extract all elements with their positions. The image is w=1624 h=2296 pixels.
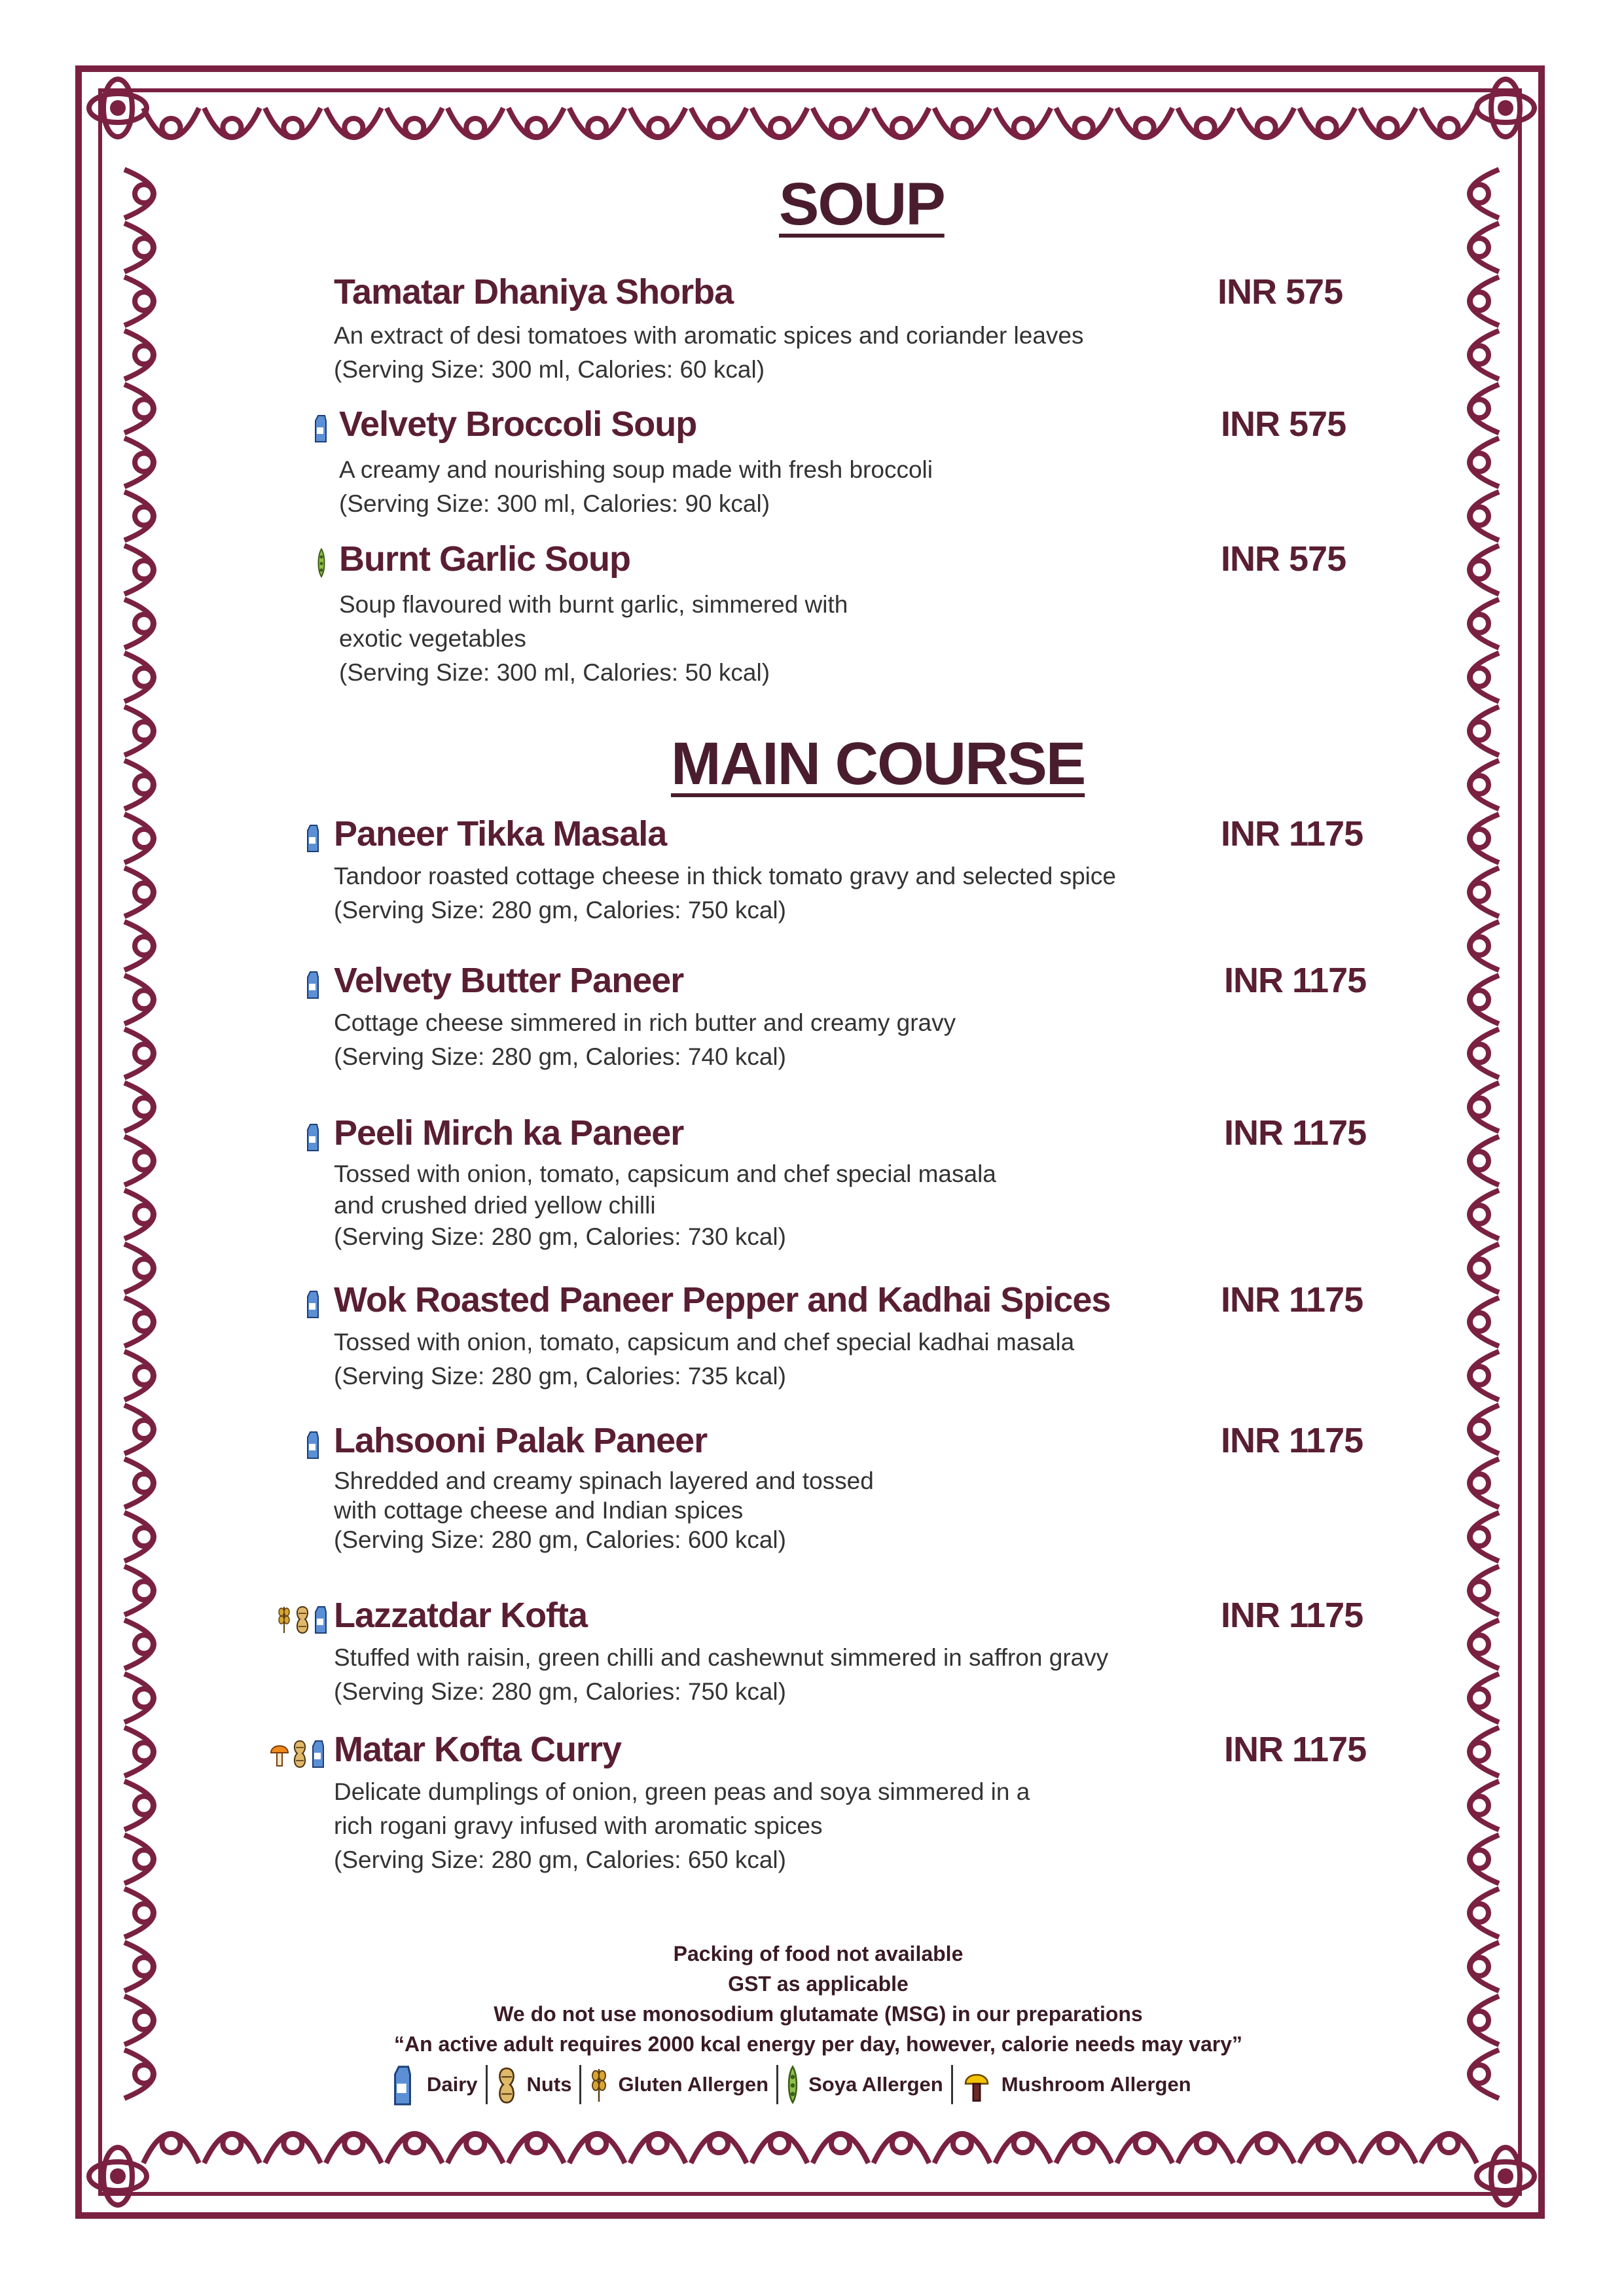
item-price: INR 575: [1221, 404, 1346, 444]
item-price: INR 1175: [1221, 1596, 1363, 1635]
item-price: INR 1175: [1221, 1280, 1363, 1319]
legend-item-soya: [778, 2065, 951, 2104]
menu-item: [262, 1595, 1375, 1719]
item-name: Tamatar Dhaniya Shorba: [334, 272, 734, 312]
soya-icon: [786, 2065, 799, 2104]
section-title-main-course: MAIN COURSE: [671, 730, 1085, 797]
legend-label: Gluten Allergen: [618, 2073, 769, 2096]
footer-gst-note: GST as applicable: [728, 1972, 909, 1996]
item-description: Cottage cheese simmered in rich butter and creamy gravy (Serving Size: 280 gm, Calories: 740 kcal): [334, 1009, 956, 1070]
legend-item-nuts: [488, 2065, 580, 2104]
menu-item: [262, 814, 1375, 938]
dairy-icon: [305, 1122, 321, 1152]
legend-label: Dairy: [427, 2073, 478, 2096]
mushroom-icon: [270, 1738, 289, 1768]
gluten-icon: [276, 1604, 292, 1634]
item-description: Soup flavoured with burnt garlic, simmered with exotic vegetables (Serving Size: 300 ml, Calories: 50 kcal): [339, 591, 848, 686]
menu-item: [262, 539, 1375, 702]
item-name: Lazzatdar Kofta: [334, 1596, 588, 1635]
item-price: INR 575: [1218, 272, 1343, 312]
dairy-icon: [313, 1604, 329, 1634]
allergen-icons: [276, 1599, 329, 1634]
item-description: Tossed with onion, tomato, capsicum and chef special kadhai masala (Serving Size: 280 gm, Calories: 735 kcal): [334, 1329, 1075, 1390]
legend-label: Nuts: [526, 2073, 572, 2096]
item-price: INR 1175: [1221, 814, 1363, 853]
soya-icon: [317, 548, 326, 578]
allergen-icons: [317, 543, 326, 578]
menu-item: [262, 960, 1375, 1085]
allergen-icons: [305, 1424, 321, 1460]
legend-item-mushroom: [953, 2065, 1199, 2104]
footer-packing-note: Packing of food not available: [673, 1942, 964, 1965]
dairy-icon: [310, 1738, 326, 1768]
item-description: An extract of desi tomatoes with aromatic spices and coriander leaves (Serving Size: 300 ml, Calories: 60 kcal): [334, 322, 1084, 383]
allergen-icons: [313, 408, 329, 443]
legend-label: Mushroom Allergen: [1001, 2073, 1191, 2096]
dairy-icon: [305, 823, 321, 853]
item-name: Matar Kofta Curry: [334, 1730, 622, 1769]
allergen-icons: [305, 964, 321, 999]
item-name: Paneer Tikka Masala: [334, 814, 667, 853]
item-name: Velvety Butter Paneer: [334, 961, 684, 1000]
section-title-soup: SOUP: [779, 171, 945, 238]
nuts-icon: [295, 1604, 310, 1634]
item-description: Tandoor roasted cottage cheese in thick tomato gravy and selected spice (Serving Size: 280 gm, Calories: 750 kcal): [334, 863, 1116, 924]
item-name: Lahsooni Palak Paneer: [334, 1421, 708, 1460]
item-description: Delicate dumplings of onion, green peas and soya simmered in a rich rogani gravy infused with aromatic spices (Serving Size: 280 gm, Calories: 650 kcal): [334, 1778, 1030, 1873]
legend-label: Soya Allergen: [808, 2073, 943, 2096]
menu-item: [262, 272, 1375, 396]
mushroom-icon: [961, 2065, 992, 2104]
item-description: Tossed with onion, tomato, capsicum and chef special masala and crushed dried yellow chilli (Serving Size: 280 gm, Calories: 730 kcal): [334, 1160, 996, 1250]
dairy-icon: [305, 1289, 321, 1319]
item-name: Burnt Garlic Soup: [339, 539, 631, 579]
menu-item: [262, 404, 1375, 528]
nuts-icon: [292, 1738, 308, 1768]
gluten-icon: [589, 2065, 609, 2104]
item-name: Wok Roasted Paneer Pepper and Kadhai Spices: [334, 1280, 1111, 1319]
dairy-icon: [305, 969, 321, 999]
menu-item: [262, 1280, 1375, 1404]
allergen-icons: [305, 1117, 321, 1152]
legend-item-dairy: [380, 2063, 486, 2106]
item-description: A creamy and nourishing soup made with fresh broccoli (Serving Size: 300 ml, Calories: 90 kcal): [339, 456, 933, 517]
allergen-icons: [305, 1283, 321, 1319]
menu-item: [262, 1113, 1375, 1270]
menu-item: [262, 1420, 1375, 1577]
item-description: Shredded and creamy spinach layered and tossed with cottage cheese and Indian spices (Serving Size: 280 gm, Calories: 600 kcal): [334, 1467, 874, 1553]
allergen-legend: [380, 2062, 1199, 2108]
item-price: INR 1175: [1224, 1730, 1367, 1769]
item-price: INR 575: [1221, 539, 1346, 579]
menu-item: [262, 1729, 1375, 1893]
allergen-icons: [305, 817, 321, 853]
item-name: Peeli Mirch ka Paneer: [334, 1113, 684, 1153]
item-description: Stuffed with raisin, green chilli and cashewnut simmered in saffron gravy (Serving Size: 280 gm, Calories: 750 kcal): [334, 1644, 1109, 1705]
item-name: Velvety Broccoli Soup: [339, 404, 697, 444]
footer-calorie-note: “An active adult requires 2000 kcal energy per day, however, calorie needs may vary”: [393, 2032, 1243, 2056]
dairy-icon: [388, 2063, 418, 2106]
dairy-icon: [305, 1429, 321, 1460]
item-price: INR 1175: [1221, 1421, 1363, 1460]
footer-msg-note: We do not use monosodium glutamate (MSG) in our preparations: [494, 2002, 1143, 2026]
allergen-icons: [270, 1733, 326, 1768]
item-price: INR 1175: [1224, 961, 1367, 1000]
legend-item-gluten: [581, 2065, 776, 2104]
dairy-icon: [313, 413, 329, 443]
item-price: INR 1175: [1224, 1113, 1367, 1153]
nuts-icon: [496, 2065, 518, 2104]
